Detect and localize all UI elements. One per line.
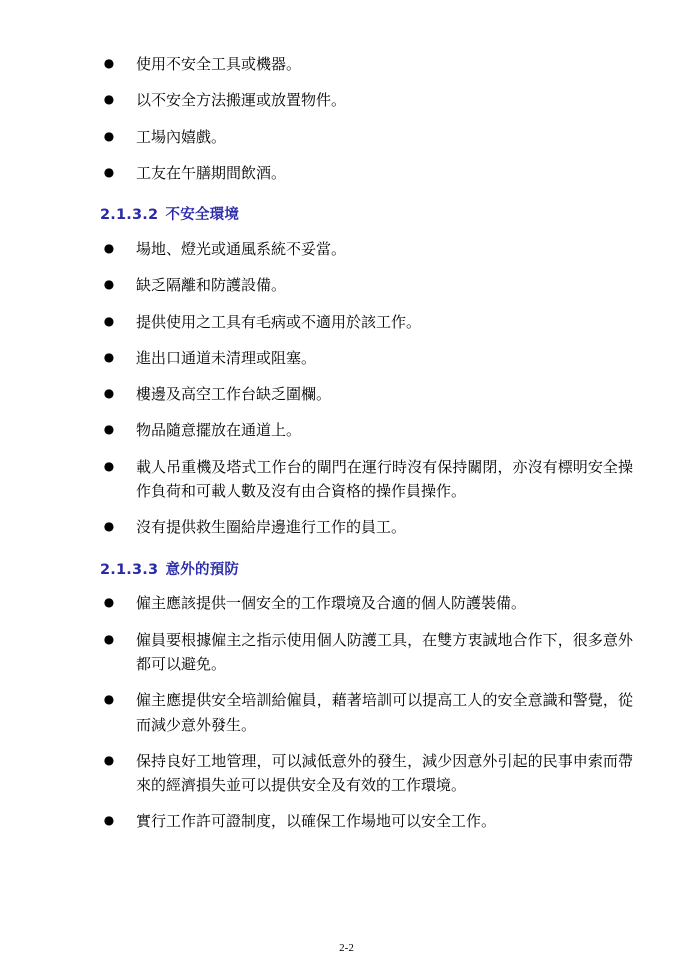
list-item bbox=[100, 346, 633, 370]
bullet-icon: ● bbox=[103, 631, 115, 646]
list-item bbox=[100, 591, 633, 615]
bullet-icon: ● bbox=[103, 313, 115, 328]
section-number: 2.1.3.2 bbox=[100, 207, 159, 224]
list-item-text: 沒有提供救生圈給岸邊進行工作的員工。 bbox=[136, 518, 407, 537]
list-item-text: 實行工作許可證制度，以確保工作場地可以安全工作。 bbox=[136, 812, 497, 831]
bullet-icon: ● bbox=[103, 386, 115, 401]
list-item bbox=[100, 88, 633, 112]
list-item-text: 保持良好工地管理，可以減低意外的發生，減少因意外引起的民事申索而帶來的經濟損失並可以提供安全及有效的工作環境。 bbox=[136, 751, 633, 795]
list-item bbox=[100, 52, 633, 76]
bullet-list-unsafe-acts bbox=[100, 52, 633, 185]
section-title: 意外的預防 bbox=[165, 561, 240, 578]
bullet-icon: ● bbox=[103, 349, 115, 364]
list-item-text: 提供使用之工具有毛病或不適用於該工作。 bbox=[136, 312, 422, 331]
list-item-text: 場地、燈光或通風系統不妥當。 bbox=[136, 239, 347, 258]
bullet-icon: ● bbox=[103, 813, 115, 828]
bullet-list-unsafe-environment bbox=[100, 237, 633, 540]
section-number: 2.1.3.3 bbox=[100, 561, 159, 578]
list-item bbox=[100, 628, 633, 677]
list-item-text: 載人吊重機及塔式工作台的閘門在運行時沒有保持關閉，亦沒有標明安全操作負荷和可載人數及沒有由合資格的操作員操作。 bbox=[136, 457, 633, 501]
list-item bbox=[100, 310, 633, 334]
bullet-icon: ● bbox=[103, 56, 115, 70]
list-item bbox=[100, 237, 633, 261]
bullet-icon: ● bbox=[103, 164, 115, 179]
list-item-text: 樓邊及高空工作台缺乏圍欄。 bbox=[136, 385, 332, 404]
bullet-icon: ● bbox=[103, 458, 115, 473]
page-footer: 2-2 bbox=[339, 942, 354, 954]
list-item-text: 工友在午膳期間飲酒。 bbox=[136, 163, 287, 182]
bullet-icon: ● bbox=[103, 240, 115, 255]
list-item bbox=[100, 809, 633, 833]
list-item-text: 僱主應提供安全培訓給僱員，藉著培訓可以提高工人的安全意識和警覺，從而減少意外發生。 bbox=[136, 691, 633, 734]
bullet-icon: ● bbox=[103, 92, 115, 107]
list-item-text: 僱員要根據僱主之指示使用個人防護工具，在雙方衷誠地合作下，很多意外都可以避免。 bbox=[136, 630, 633, 673]
list-item-text: 使用不安全工具或機器。 bbox=[136, 55, 302, 73]
bullet-icon: ● bbox=[103, 692, 115, 707]
list-item-text: 以不安全方法搬運或放置物件。 bbox=[136, 91, 347, 110]
list-item bbox=[100, 125, 633, 149]
list-item bbox=[100, 382, 633, 406]
section-heading-unsafe-environment bbox=[100, 205, 633, 227]
list-item bbox=[100, 455, 633, 504]
bullet-icon: ● bbox=[103, 752, 115, 767]
list-item bbox=[100, 515, 633, 539]
section-title: 不安全環境 bbox=[165, 207, 240, 224]
list-item bbox=[100, 273, 633, 297]
list-item bbox=[100, 161, 633, 185]
bullet-icon: ● bbox=[103, 128, 115, 143]
list-item-text: 工場內嬉戲。 bbox=[136, 127, 227, 146]
list-item-text: 僱主應該提供一個安全的工作環境及合適的個人防護裝備。 bbox=[136, 594, 527, 613]
list-item bbox=[100, 418, 633, 442]
list-item-text: 缺乏隔離和防護設備。 bbox=[136, 276, 287, 295]
bullet-icon: ● bbox=[103, 595, 115, 610]
section-heading-accident-prevention bbox=[100, 560, 633, 582]
list-item bbox=[100, 749, 633, 798]
list-item bbox=[100, 688, 633, 737]
bullet-icon: ● bbox=[103, 422, 115, 437]
list-item-text: 物品隨意擺放在通道上。 bbox=[136, 421, 302, 440]
bullet-icon: ● bbox=[103, 277, 115, 292]
bullet-list-accident-prevention bbox=[100, 591, 633, 833]
list-item-text: 進出口通道未清理或阻塞。 bbox=[136, 348, 317, 367]
bullet-icon: ● bbox=[103, 519, 115, 534]
